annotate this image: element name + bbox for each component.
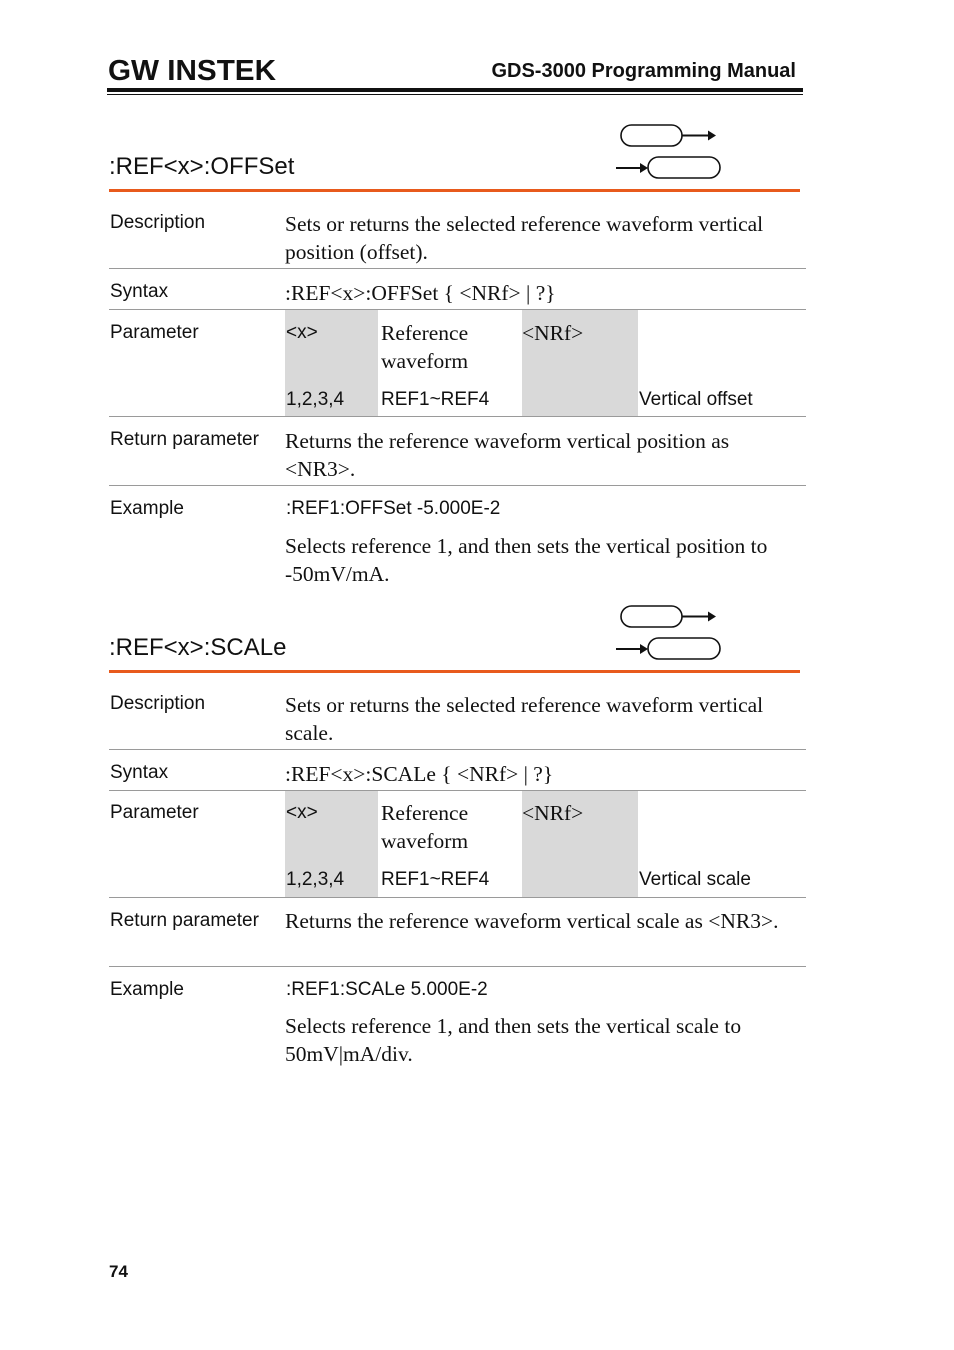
description-label: Description: [110, 693, 206, 714]
header-rule-thick: [107, 88, 803, 92]
section-rule: [109, 189, 800, 192]
example-label: Example: [110, 498, 184, 519]
set-query-icon: [612, 120, 727, 186]
syntax-label: Syntax: [110, 762, 169, 783]
page-number: 74: [109, 1262, 128, 1281]
header-rule-thin: [107, 94, 803, 95]
row-divider: [109, 749, 806, 750]
param-name-nrf: <NRf>: [522, 321, 584, 345]
param-range-desc-x: REF1~REF4: [381, 389, 490, 410]
example-text: Selects reference 1, and then sets the vertical scale to 50mV|mA/div.: [285, 1014, 742, 1066]
return-parameter-label: Return parameter: [110, 910, 259, 931]
example-command: :REF1:OFFSet -5.000E-2: [286, 498, 501, 519]
row-divider: [109, 309, 806, 310]
set-command-icon: [621, 606, 716, 627]
param-name-x: <x>: [286, 802, 318, 823]
param-range-desc-nrf: Vertical offset: [639, 389, 753, 410]
param-range-x: 1,2,3,4: [286, 869, 345, 890]
set-command-icon: [621, 125, 716, 146]
description-text: Sets or returns the selected reference waveform vertical scale.: [285, 693, 764, 745]
return-parameter-text: Returns the reference waveform vertical position as <NR3>.: [285, 429, 730, 481]
description-label: Description: [110, 212, 206, 233]
syntax-label: Syntax: [110, 281, 169, 302]
row-divider: [109, 416, 806, 417]
example-label: Example: [110, 979, 184, 1000]
query-command-icon: [616, 638, 720, 659]
section-rule: [109, 670, 800, 673]
set-query-icon: [612, 601, 727, 667]
row-divider: [109, 268, 806, 269]
section-title-scale: :REF<x>:SCALe: [109, 634, 287, 661]
param-desc-x: Reference waveform: [381, 801, 469, 853]
return-parameter-label: Return parameter: [110, 429, 259, 450]
brand-wordmark: GW INSTEK: [108, 55, 277, 84]
section-title-offset: :REF<x>:OFFSet: [109, 153, 295, 180]
param-name-nrf: <NRf>: [522, 801, 584, 825]
syntax-text: :REF<x>:OFFSet { <NRf> | ?}: [285, 281, 556, 305]
query-command-icon: [616, 157, 720, 178]
example-text: Selects reference 1, and then sets the vertical position to -50mV/mA.: [285, 534, 768, 586]
example-command: :REF1:SCALe 5.000E-2: [286, 979, 488, 1000]
parameter-label: Parameter: [110, 322, 199, 343]
return-parameter-text: Returns the reference waveform vertical scale as <NR3>.: [285, 909, 779, 933]
parameter-label: Parameter: [110, 802, 199, 823]
description-text: Sets or returns the selected reference waveform vertical position (offset).: [285, 212, 764, 264]
row-divider: [109, 485, 806, 486]
param-range-desc-nrf: Vertical scale: [639, 869, 751, 890]
param-name-x: <x>: [286, 322, 318, 343]
row-divider: [109, 790, 806, 791]
param-range-desc-x: REF1~REF4: [381, 869, 490, 890]
param-desc-x: Reference waveform: [381, 321, 469, 373]
row-divider: [109, 897, 806, 898]
param-range-x: 1,2,3,4: [286, 389, 345, 410]
syntax-text: :REF<x>:SCALe { <NRf> | ?}: [285, 762, 554, 786]
row-divider: [109, 966, 806, 967]
gw-instek-logo: [108, 54, 278, 84]
manual-title: GDS-3000 Programming Manual: [491, 60, 796, 82]
